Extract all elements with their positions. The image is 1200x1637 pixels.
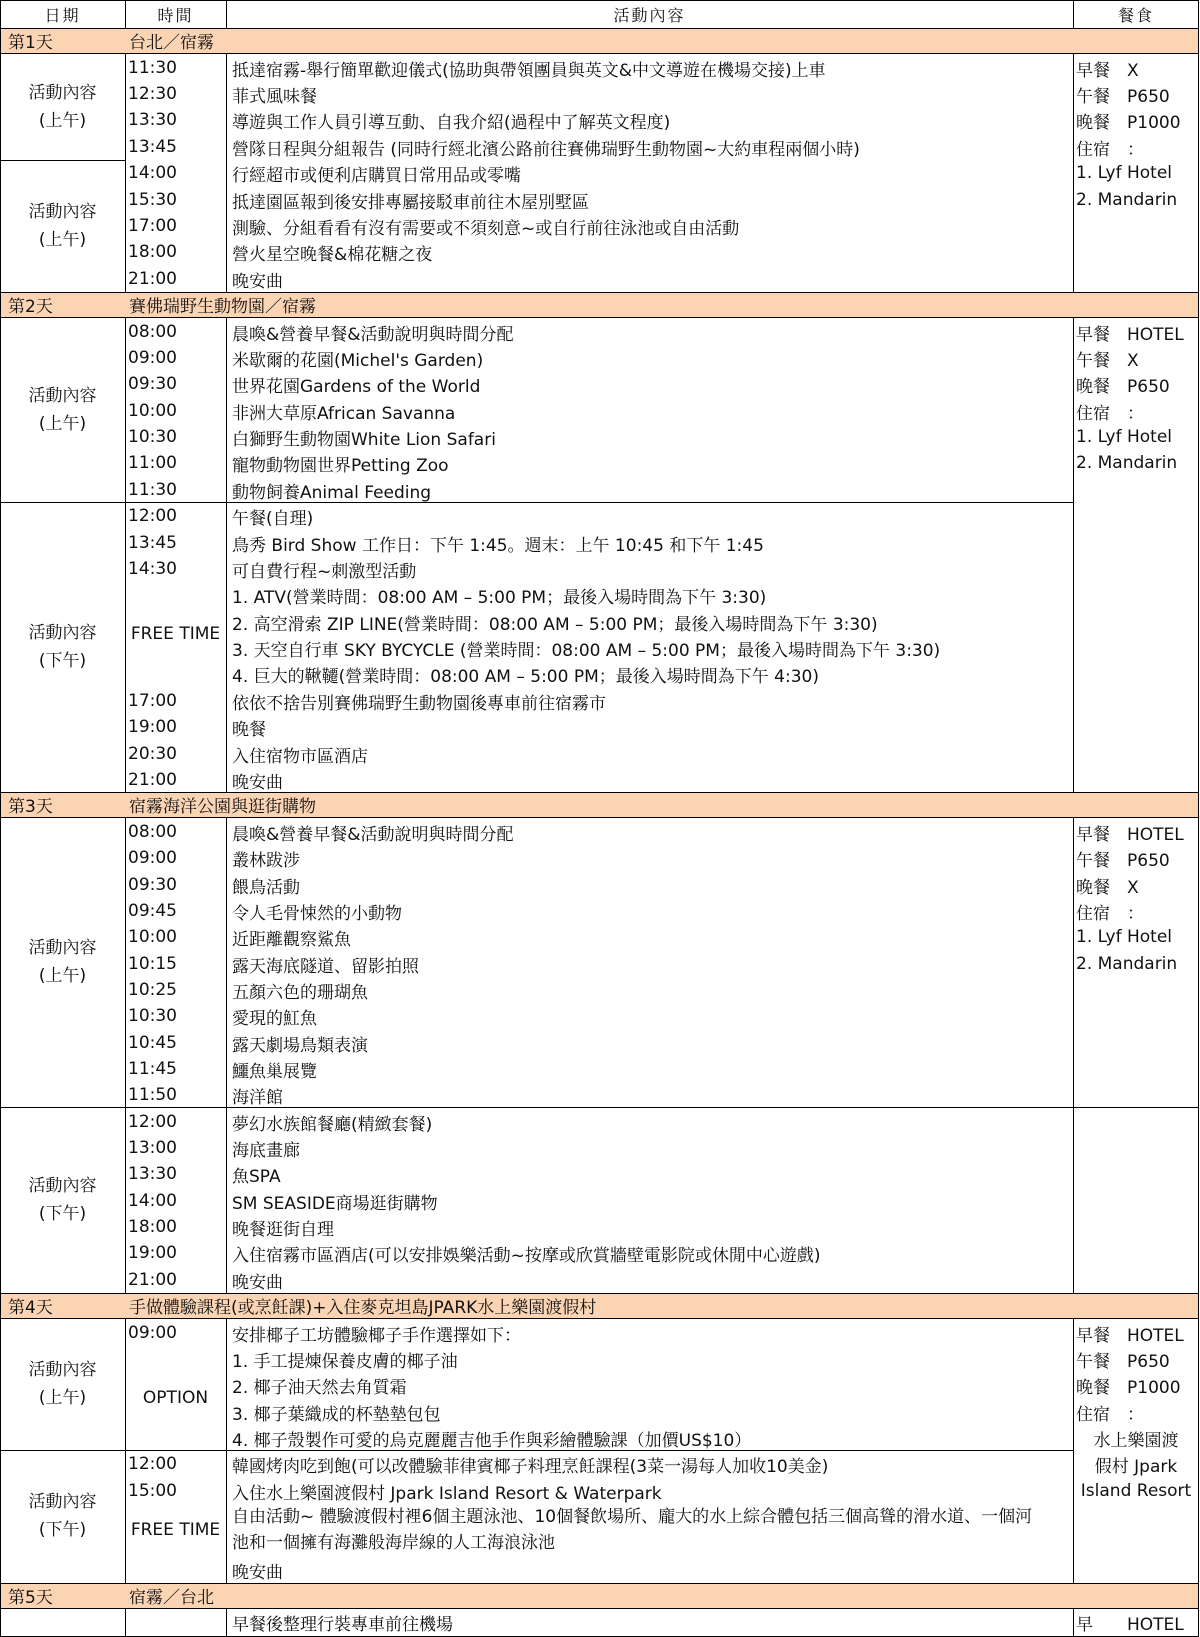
meal-item: 晚餐 P1000 [1076, 1377, 1181, 1398]
meal-item: 假村 Jpark [1094, 1456, 1178, 1477]
grid-line [1073, 1318, 1074, 1583]
time: 11:45 [128, 1059, 177, 1079]
activity: 入住水上樂園渡假村 Jpark Island Resort & Waterpark [232, 1483, 662, 1504]
meal-item: 住宿 ： [1076, 903, 1144, 924]
time: 12:30 [128, 84, 177, 104]
activity: 依依不捨告別賽佛瑞野生動物園後專車前往宿霧市 [232, 693, 606, 714]
time: 10:00 [128, 927, 177, 947]
period-sub: (上午) [38, 1388, 87, 1408]
grid-line [0, 1608, 1199, 1609]
activity: 露天劇場鳥類表演 [232, 1035, 368, 1056]
activity: 早餐後整理行裝專車前往機場 [232, 1614, 453, 1635]
meal-item: 早餐 HOTEL [1076, 1325, 1184, 1346]
day-1-pm-label [0, 160, 125, 292]
grid-line [0, 1293, 1199, 1294]
activity: 入住宿霧市區酒店(可以安排娛樂活動~按摩或欣賞牆壁電影院或休閒中心遊戲) [232, 1245, 821, 1266]
period-sub: (下午) [38, 1204, 87, 1224]
grid-line [0, 160, 125, 161]
time: 15:30 [128, 190, 177, 210]
activity: 餵鳥活動 [232, 877, 300, 898]
activity: 可自費行程~刺激型活動 [232, 561, 417, 582]
grid-line [226, 1608, 227, 1637]
grid-line [0, 292, 1199, 293]
activity: 世界花園Gardens of the World [232, 376, 481, 397]
grid-line [125, 0, 126, 28]
activity: 3. 天空自行車 SKY BYCYCLE (營業時間：08:00 AM – 5:00 PM；最後入場時間為下午 3:30) [232, 640, 941, 661]
day-2-title: 賽佛瑞野生動物園／宿霧 [129, 297, 316, 317]
activity: 4. 椰子殼製作可愛的烏克麗麗吉他手作與彩繪體驗課（加價US$10） [232, 1430, 752, 1451]
time: 10:15 [128, 954, 177, 974]
time: 09:30 [128, 875, 177, 895]
grid-line [1073, 317, 1074, 792]
period-label: 活動內容 [28, 1492, 97, 1512]
time: 08:00 [128, 322, 177, 342]
activity: 晚安曲 [232, 1562, 283, 1583]
meal-item: 1. Lyf Hotel [1076, 427, 1173, 447]
grid-line [0, 502, 1073, 503]
period-sub: (上午) [38, 110, 87, 131]
day-2-pm-label [0, 502, 125, 792]
activity: 導遊與工作人員引導互動、自我介紹(過程中了解英文程度) [232, 112, 671, 133]
activity: 抵達園區報到後安排專屬接駁車前往木屋別墅區 [232, 192, 589, 213]
time: 11:50 [128, 1085, 177, 1105]
day-3-label: 第3天 [8, 797, 53, 817]
time: 09:00 [128, 1323, 177, 1343]
day-1-am-label [0, 53, 125, 160]
time: 14:30 [128, 559, 177, 579]
activity: 抵達宿霧-舉行簡單歡迎儀式(協助與帶領團員與英文&中文導遊在機場交接)上車 [232, 60, 826, 81]
time: 10:25 [128, 980, 177, 1000]
period-label: 活動內容 [28, 385, 97, 406]
activity: 營火星空晚餐&棉花糖之夜 [232, 244, 433, 265]
grid-line [0, 28, 1199, 29]
grid-line [0, 53, 1199, 54]
activity: 營隊日程與分組報告 (同時行經北濱公路前往賽佛瑞野生動物園~大約車程兩個小時) [232, 139, 860, 160]
period-sub: (上午) [38, 230, 87, 250]
day-3-pm-label [0, 1107, 125, 1293]
time: OPTION [142, 1388, 209, 1408]
activity: 晚安曲 [232, 1272, 283, 1293]
activity: 五顏六色的珊瑚魚 [232, 982, 368, 1003]
grid-line [0, 0, 1, 1637]
grid-line [0, 0, 1199, 1]
activity: SM SEASIDE商場逛街購物 [232, 1193, 438, 1214]
activity: 自由活動~ 體驗渡假村裡6個主題泳池、10個餐飲場所、龐大的水上綜合體包括三個高聳的滑水道、一個河池和一個擁有海灘般海岸線的人工海浪泳池 [232, 1507, 1033, 1553]
activity: 2. 椰子油天然去角質霜 [232, 1377, 407, 1398]
grid-line [1198, 0, 1199, 1637]
meal-item: 住宿 ： [1076, 403, 1144, 424]
meal-item: 午餐 P650 [1076, 86, 1170, 107]
header-content: 活動內容 [613, 5, 686, 25]
grid-line [0, 317, 1199, 318]
time: 19:00 [128, 717, 177, 737]
time: 17:00 [128, 691, 177, 711]
period-sub: (下午) [38, 651, 87, 671]
time: 10:30 [128, 427, 177, 447]
activity: 1. 手工提煉保養皮膚的椰子油 [232, 1351, 458, 1372]
grid-line [1073, 0, 1074, 28]
activity: 入住宿物市區酒店 [232, 746, 368, 767]
meal-item: 水上樂園渡 [1093, 1430, 1179, 1451]
meal-item: 早餐 X [1076, 60, 1139, 81]
activity: 菲式風味餐 [232, 86, 317, 107]
time: 13:45 [128, 533, 177, 553]
day-3-title: 宿霧海洋公園與逛街購物 [129, 797, 316, 817]
meal-item: 午餐 X [1076, 350, 1139, 371]
activity: 測驗、分組看看有沒有需要或不須刻意~或自行前往泳池或自由活動 [232, 218, 740, 239]
activity: 非洲大草原African Savanna [232, 403, 456, 424]
grid-line [226, 817, 227, 1293]
activity: 動物飼養Animal Feeding [232, 482, 432, 503]
meal-item: 午餐 P650 [1076, 1351, 1170, 1372]
time: 19:00 [128, 1243, 177, 1263]
activity: 魚SPA [232, 1166, 281, 1187]
day-4-title: 手做體驗課程(或烹飪課)+入住麥克坦島JPARK水上樂園渡假村 [129, 1298, 597, 1318]
activity: 鳥秀 Bird Show 工作日：下午 1:45。週末：上午 10:45 和下午 1:45 [232, 535, 764, 556]
time: 11:30 [128, 480, 177, 500]
grid-line [1073, 817, 1074, 1293]
grid-line [0, 1450, 1073, 1451]
activity: 海底畫廊 [232, 1140, 300, 1161]
activity: 近距離觀察鯊魚 [232, 929, 351, 950]
activity: 1. ATV(營業時間：08:00 AM – 5:00 PM；最後入場時間為下午 3:30) [232, 587, 767, 608]
day-3-am-label [0, 817, 125, 1107]
activity: 夢幻水族館餐廳(精緻套餐) [232, 1114, 433, 1135]
time: 09:00 [128, 348, 177, 368]
time: 21:00 [128, 1270, 177, 1290]
time: 10:45 [128, 1033, 177, 1053]
activity: 愛現的魟魚 [232, 1008, 317, 1029]
meal-item: 晚餐 P650 [1076, 376, 1170, 397]
time: 09:00 [128, 848, 177, 868]
day-4-pm-label [0, 1450, 125, 1582]
period-sub: (上午) [38, 966, 87, 986]
activity: 晚安曲 [232, 271, 283, 292]
day-4-label: 第4天 [8, 1298, 53, 1318]
time: 11:00 [128, 453, 177, 473]
day-4-am-label [0, 1318, 125, 1450]
activity: 午餐(自理) [232, 508, 314, 529]
activity: 米歇爾的花園(Michel's Garden) [232, 350, 484, 371]
time: 18:00 [128, 1217, 177, 1237]
time: 14:00 [128, 163, 177, 183]
activity: 令人毛骨悚然的小動物 [232, 903, 402, 924]
meal-item: 晚餐 X [1076, 877, 1139, 898]
activity: 晚安曲 [232, 772, 283, 793]
meal-item: Island Resort [1080, 1481, 1192, 1501]
activity: 露天海底隧道、留影拍照 [232, 956, 419, 977]
time: 21:00 [128, 770, 177, 790]
time: 13:45 [128, 137, 177, 157]
activity: 海洋館 [232, 1087, 283, 1108]
time: 21:00 [128, 269, 177, 289]
day-5-title: 宿霧／台北 [129, 1588, 214, 1608]
meal-item: 住宿 ： [1076, 1404, 1144, 1425]
time: 13:30 [128, 1164, 177, 1184]
time: 09:30 [128, 374, 177, 394]
grid-line [1073, 1608, 1074, 1637]
grid-line [0, 792, 1199, 793]
activity: 叢林跋涉 [232, 850, 300, 871]
day-1-label: 第1天 [8, 33, 53, 53]
activity: 晚餐逛街自理 [232, 1219, 334, 1240]
grid-line [125, 317, 126, 792]
period-label: 活動內容 [28, 1360, 97, 1380]
grid-line [1073, 53, 1074, 292]
activity: 白獅野生動物園White Lion Safari [232, 429, 496, 450]
time: 13:00 [128, 1138, 177, 1158]
activity: 寵物動物園世界Petting Zoo [232, 455, 449, 476]
header-date: 日期 [44, 5, 81, 25]
activity: 晨喚&營養早餐&活動說明與時間分配 [232, 824, 514, 845]
period-label: 活動內容 [28, 82, 97, 103]
header-time: 時間 [157, 5, 194, 25]
time: FREE TIME [130, 1520, 221, 1540]
meal-item: 早 HOTEL [1076, 1614, 1184, 1635]
activity: 3. 椰子葉織成的杯墊墊包包 [232, 1404, 441, 1425]
time: 10:30 [128, 1006, 177, 1026]
period-sub: (上午) [38, 413, 87, 434]
meal-item: 1. Lyf Hotel [1076, 927, 1173, 947]
time: 17:00 [128, 216, 177, 236]
grid-line [226, 317, 227, 792]
meal-item: 2. Mandarin [1076, 954, 1178, 974]
grid-line [125, 53, 126, 292]
time: 10:00 [128, 401, 177, 421]
time: 11:30 [128, 58, 177, 78]
activity: 韓國烤肉吃到飽(可以改體驗菲律賓椰子料理烹飪課程(3菜一湯每人加收10美金) [232, 1456, 829, 1477]
time: 09:45 [128, 901, 177, 921]
header-meals: 餐食 [1117, 5, 1154, 25]
activity: 晨喚&營養早餐&活動說明與時間分配 [232, 324, 514, 345]
meal-item: 1. Lyf Hotel [1076, 163, 1173, 183]
time: 08:00 [128, 822, 177, 842]
time: 13:30 [128, 110, 177, 130]
period-sub: (下午) [38, 1520, 87, 1540]
day-2-label: 第2天 [8, 297, 53, 317]
grid-line [125, 1608, 126, 1637]
period-label: 活動內容 [28, 623, 97, 643]
day-1-title: 台北／宿霧 [129, 33, 214, 53]
grid-line [125, 817, 126, 1293]
meal-item: 2. Mandarin [1076, 453, 1178, 473]
activity: 行經超市或便利店購買日常用品或零嘴 [232, 165, 521, 186]
time: 12:00 [128, 506, 177, 526]
activity: 晚餐 [232, 719, 266, 740]
time: 12:00 [128, 1112, 177, 1132]
meal-item: 2. Mandarin [1076, 190, 1178, 210]
meal-item: 早餐 HOTEL [1076, 824, 1184, 845]
meal-item: 晚餐 P1000 [1076, 112, 1181, 133]
time: 20:30 [128, 744, 177, 764]
grid-line [226, 0, 227, 28]
time: 18:00 [128, 242, 177, 262]
grid-line [0, 1107, 1199, 1108]
grid-line [0, 1318, 1199, 1319]
time: 14:00 [128, 1191, 177, 1211]
activity: 2. 高空滑索 ZIP LINE(營業時間：08:00 AM – 5:00 PM；最後入場時間為下午 3:30) [232, 614, 878, 635]
day-2-am-label [0, 317, 125, 502]
period-label: 活動內容 [28, 202, 97, 222]
activity: 4. 巨大的鞦韆(營業時間：08:00 AM – 5:00 PM；最後入場時間為下午 4:30) [232, 666, 819, 687]
meal-item: 早餐 HOTEL [1076, 324, 1184, 345]
activity: 鱷魚巢展覽 [232, 1061, 317, 1082]
meal-item: 住宿 ： [1076, 139, 1144, 160]
grid-line [0, 1583, 1199, 1584]
time: FREE TIME [130, 624, 221, 644]
grid-line [226, 53, 227, 292]
day-5-label: 第5天 [8, 1588, 53, 1608]
time: 15:00 [128, 1481, 177, 1501]
activity: 安排椰子工坊體驗椰子手作選擇如下： [232, 1325, 521, 1346]
time: 12:00 [128, 1454, 177, 1474]
grid-line [0, 817, 1199, 818]
meal-item: 午餐 P650 [1076, 850, 1170, 871]
period-label: 活動內容 [28, 1176, 97, 1196]
period-label: 活動內容 [28, 938, 97, 958]
